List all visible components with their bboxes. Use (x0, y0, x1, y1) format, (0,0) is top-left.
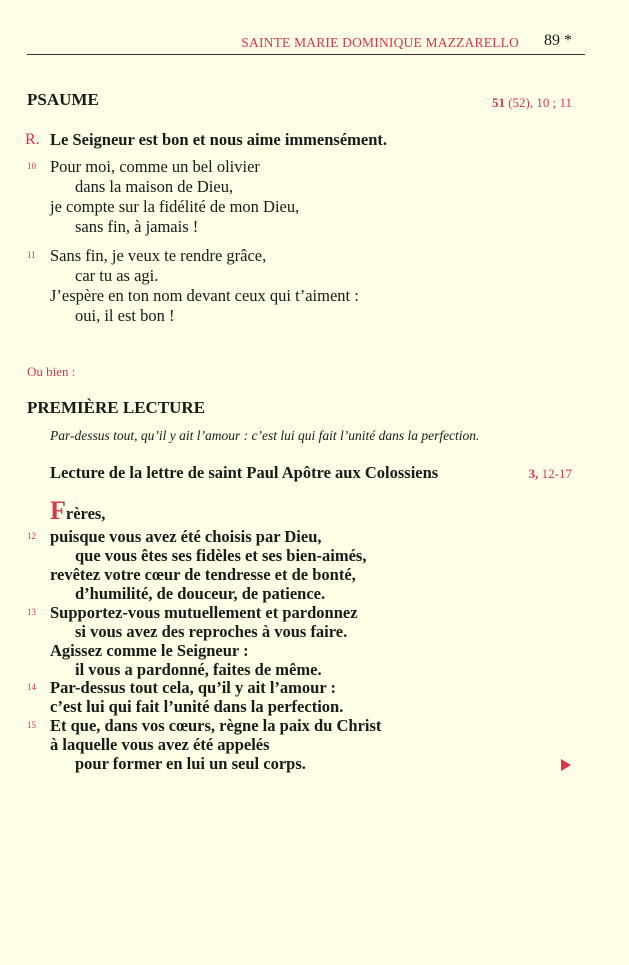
reading-opening (50, 496, 105, 526)
triangle-right-icon (561, 759, 571, 771)
psalm-ref-verses: (52), 10 ; 11 (508, 95, 572, 110)
running-header-title: SAINTE MARIE DOMINIQUE MAZZARELLO (241, 35, 519, 50)
reading-line: revêtez votre cœur de tendresse et de bonté, (50, 565, 356, 584)
reading-line: Agissez comme le Seigneur : (50, 641, 249, 660)
reading-line: si vous avez des reproches à vous faire. (75, 622, 348, 641)
refrain-text: Le Seigneur est bon et nous aime immensément. (50, 130, 388, 149)
reading-ref-verses: 12-17 (541, 466, 572, 481)
reading-ref-chapter: 3, (528, 466, 539, 481)
psalm-reference (492, 95, 572, 111)
psalm-ref-number: 51 (491, 95, 505, 110)
reading-line: d’humilité, de douceur, de patience. (75, 584, 326, 603)
header-rule (27, 54, 585, 55)
verse-number: 14 (27, 682, 36, 692)
psalm-line: Sans fin, je veux te rendre grâce, (50, 246, 267, 265)
verse-number: 10 (27, 161, 36, 171)
reading-line: Par-dessus tout cela, qu’il y ait l’amour : (50, 678, 336, 697)
reading-line: pour former en lui un seul corps. (75, 754, 306, 773)
alternative-label: Ou bien : (27, 364, 76, 379)
reading-source: Lecture de la lettre de saint Paul Apôtre aux Colossiens (50, 463, 439, 482)
psalm-title: PSAUME (27, 90, 99, 109)
reading-line: c’est lui qui fait l’unité dans la perfection. (50, 697, 344, 716)
reading-line: puisque vous avez été choisis par Dieu, (50, 527, 322, 546)
reading-line: Et que, dans vos cœurs, règne la paix du Christ (50, 716, 382, 735)
reading-summary: Par-dessus tout, qu’il y ait l’amour : c’est lui qui fait l’unité dans la perfection. (50, 428, 480, 443)
reading-line: à laquelle vous avez été appelés (50, 735, 270, 754)
opening-word: rères, (65, 504, 106, 523)
psalm-line: dans la maison de Dieu, (75, 177, 234, 196)
reading-line: il vous a pardonné, faites de même. (75, 660, 322, 679)
psalm-line: je compte sur la fidélité de mon Dieu, (50, 197, 300, 216)
psalm-line: J’espère en ton nom devant ceux qui t’aiment : (50, 286, 359, 305)
verse-number: 12 (27, 531, 36, 541)
refrain-mark: R. (25, 131, 40, 148)
reading-line: que vous êtes ses fidèles et ses bien-aimés, (75, 546, 367, 565)
reading-reference (529, 466, 572, 482)
reading-line: Supportez-vous mutuellement et pardonnez (50, 603, 358, 622)
verse-number: 15 (27, 720, 36, 730)
verse-number: 13 (27, 607, 36, 617)
drop-cap: F (50, 496, 66, 525)
verse-number: 11 (27, 250, 36, 260)
psalm-line: oui, il est bon ! (75, 306, 175, 325)
reading-title: PREMIÈRE LECTURE (27, 398, 206, 417)
psalm-line: sans fin, à jamais ! (75, 217, 199, 236)
page-number: 89 * (544, 32, 572, 49)
psalm-line: Pour moi, comme un bel olivier (50, 157, 260, 176)
psalm-line: car tu as agi. (75, 266, 159, 285)
